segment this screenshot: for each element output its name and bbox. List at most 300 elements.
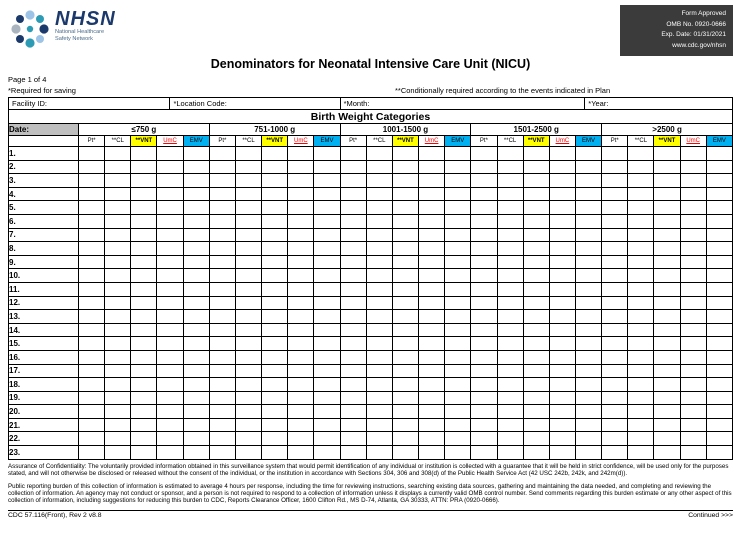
- data-entry-cell[interactable]: [523, 446, 549, 460]
- data-entry-cell[interactable]: [471, 147, 497, 161]
- data-entry-cell[interactable]: [209, 147, 235, 161]
- data-entry-cell[interactable]: [419, 391, 445, 405]
- data-entry-cell[interactable]: [628, 296, 654, 310]
- year-field[interactable]: [585, 98, 733, 110]
- data-entry-cell[interactable]: [445, 201, 471, 215]
- data-entry-cell[interactable]: [366, 174, 392, 188]
- data-entry-cell[interactable]: [497, 201, 523, 215]
- data-entry-cell[interactable]: [105, 337, 131, 351]
- data-entry-cell[interactable]: [680, 242, 706, 256]
- data-entry-cell[interactable]: [680, 418, 706, 432]
- data-entry-cell[interactable]: [392, 405, 418, 419]
- data-entry-cell[interactable]: [628, 378, 654, 392]
- data-entry-cell[interactable]: [235, 201, 261, 215]
- data-entry-cell[interactable]: [131, 228, 157, 242]
- data-entry-cell[interactable]: [575, 269, 601, 283]
- data-entry-cell[interactable]: [680, 269, 706, 283]
- data-entry-cell[interactable]: [497, 364, 523, 378]
- data-entry-cell[interactable]: [235, 350, 261, 364]
- data-entry-cell[interactable]: [471, 174, 497, 188]
- data-entry-cell[interactable]: [575, 147, 601, 161]
- data-entry-cell[interactable]: [654, 174, 680, 188]
- data-entry-cell[interactable]: [419, 364, 445, 378]
- data-entry-cell[interactable]: [628, 214, 654, 228]
- data-entry-cell[interactable]: [445, 255, 471, 269]
- data-entry-cell[interactable]: [706, 337, 732, 351]
- data-entry-cell[interactable]: [602, 418, 628, 432]
- data-entry-cell[interactable]: [523, 269, 549, 283]
- data-entry-cell[interactable]: [575, 255, 601, 269]
- data-entry-cell[interactable]: [419, 337, 445, 351]
- data-entry-cell[interactable]: [340, 378, 366, 392]
- data-entry-cell[interactable]: [105, 214, 131, 228]
- data-entry-cell[interactable]: [497, 418, 523, 432]
- data-entry-cell[interactable]: [235, 147, 261, 161]
- data-entry-cell[interactable]: [288, 405, 314, 419]
- data-entry-cell[interactable]: [445, 350, 471, 364]
- data-entry-cell[interactable]: [575, 242, 601, 256]
- data-entry-cell[interactable]: [366, 296, 392, 310]
- data-entry-cell[interactable]: [79, 391, 105, 405]
- data-entry-cell[interactable]: [549, 242, 575, 256]
- data-entry-cell[interactable]: [235, 296, 261, 310]
- data-entry-cell[interactable]: [157, 187, 183, 201]
- data-entry-cell[interactable]: [340, 405, 366, 419]
- data-entry-cell[interactable]: [183, 323, 209, 337]
- data-entry-cell[interactable]: [628, 418, 654, 432]
- data-entry-cell[interactable]: [654, 255, 680, 269]
- data-entry-cell[interactable]: [497, 296, 523, 310]
- data-entry-cell[interactable]: [235, 282, 261, 296]
- data-entry-cell[interactable]: [209, 201, 235, 215]
- data-entry-cell[interactable]: [628, 201, 654, 215]
- data-entry-cell[interactable]: [314, 160, 340, 174]
- data-entry-cell[interactable]: [209, 391, 235, 405]
- data-entry-cell[interactable]: [497, 446, 523, 460]
- data-entry-cell[interactable]: [523, 364, 549, 378]
- data-entry-cell[interactable]: [183, 174, 209, 188]
- data-entry-cell[interactable]: [706, 242, 732, 256]
- data-entry-cell[interactable]: [680, 337, 706, 351]
- data-entry-cell[interactable]: [628, 432, 654, 446]
- data-entry-cell[interactable]: [288, 160, 314, 174]
- data-entry-cell[interactable]: [288, 269, 314, 283]
- data-entry-cell[interactable]: [549, 418, 575, 432]
- data-entry-cell[interactable]: [471, 432, 497, 446]
- data-entry-cell[interactable]: [340, 201, 366, 215]
- data-entry-cell[interactable]: [288, 310, 314, 324]
- data-entry-cell[interactable]: [628, 391, 654, 405]
- data-entry-cell[interactable]: [288, 147, 314, 161]
- data-entry-cell[interactable]: [131, 187, 157, 201]
- data-entry-cell[interactable]: [392, 310, 418, 324]
- data-entry-cell[interactable]: [157, 337, 183, 351]
- data-entry-cell[interactable]: [314, 269, 340, 283]
- data-entry-cell[interactable]: [654, 350, 680, 364]
- data-entry-cell[interactable]: [445, 282, 471, 296]
- data-entry-cell[interactable]: [706, 201, 732, 215]
- data-entry-cell[interactable]: [157, 214, 183, 228]
- data-entry-cell[interactable]: [262, 391, 288, 405]
- data-entry-cell[interactable]: [157, 160, 183, 174]
- data-entry-cell[interactable]: [419, 432, 445, 446]
- data-entry-cell[interactable]: [706, 147, 732, 161]
- data-entry-cell[interactable]: [340, 255, 366, 269]
- data-entry-cell[interactable]: [235, 160, 261, 174]
- data-entry-cell[interactable]: [105, 391, 131, 405]
- data-entry-cell[interactable]: [183, 432, 209, 446]
- data-entry-cell[interactable]: [366, 364, 392, 378]
- data-entry-cell[interactable]: [183, 391, 209, 405]
- data-entry-cell[interactable]: [392, 323, 418, 337]
- data-entry-cell[interactable]: [628, 147, 654, 161]
- data-entry-cell[interactable]: [654, 405, 680, 419]
- data-entry-cell[interactable]: [183, 350, 209, 364]
- data-entry-cell[interactable]: [549, 255, 575, 269]
- data-entry-cell[interactable]: [314, 174, 340, 188]
- data-entry-cell[interactable]: [79, 350, 105, 364]
- data-entry-cell[interactable]: [79, 405, 105, 419]
- location-code-field[interactable]: [170, 98, 340, 110]
- data-entry-cell[interactable]: [340, 350, 366, 364]
- data-entry-cell[interactable]: [392, 418, 418, 432]
- data-entry-cell[interactable]: [157, 432, 183, 446]
- data-entry-cell[interactable]: [471, 296, 497, 310]
- data-entry-cell[interactable]: [79, 242, 105, 256]
- data-entry-cell[interactable]: [262, 255, 288, 269]
- data-entry-cell[interactable]: [366, 378, 392, 392]
- data-entry-cell[interactable]: [575, 364, 601, 378]
- data-entry-cell[interactable]: [523, 310, 549, 324]
- data-entry-cell[interactable]: [445, 364, 471, 378]
- data-entry-cell[interactable]: [392, 296, 418, 310]
- data-entry-cell[interactable]: [131, 201, 157, 215]
- data-entry-cell[interactable]: [602, 255, 628, 269]
- data-entry-cell[interactable]: [680, 378, 706, 392]
- data-entry-cell[interactable]: [523, 337, 549, 351]
- data-entry-cell[interactable]: [575, 214, 601, 228]
- data-entry-cell[interactable]: [79, 160, 105, 174]
- data-entry-cell[interactable]: [471, 282, 497, 296]
- data-entry-cell[interactable]: [288, 378, 314, 392]
- data-entry-cell[interactable]: [628, 446, 654, 460]
- data-entry-cell[interactable]: [314, 378, 340, 392]
- data-entry-cell[interactable]: [131, 405, 157, 419]
- data-entry-cell[interactable]: [602, 174, 628, 188]
- data-entry-cell[interactable]: [497, 350, 523, 364]
- data-entry-cell[interactable]: [209, 364, 235, 378]
- data-entry-cell[interactable]: [366, 446, 392, 460]
- data-entry-cell[interactable]: [392, 337, 418, 351]
- data-entry-cell[interactable]: [471, 405, 497, 419]
- data-entry-cell[interactable]: [209, 214, 235, 228]
- data-entry-cell[interactable]: [131, 350, 157, 364]
- data-entry-cell[interactable]: [340, 147, 366, 161]
- data-entry-cell[interactable]: [654, 296, 680, 310]
- data-entry-cell[interactable]: [602, 350, 628, 364]
- data-entry-cell[interactable]: [654, 282, 680, 296]
- data-entry-cell[interactable]: [575, 310, 601, 324]
- data-entry-cell[interactable]: [366, 201, 392, 215]
- data-entry-cell[interactable]: [288, 446, 314, 460]
- data-entry-cell[interactable]: [471, 364, 497, 378]
- data-entry-cell[interactable]: [706, 160, 732, 174]
- data-entry-cell[interactable]: [497, 337, 523, 351]
- data-entry-cell[interactable]: [314, 282, 340, 296]
- data-entry-cell[interactable]: [131, 364, 157, 378]
- data-entry-cell[interactable]: [340, 269, 366, 283]
- data-entry-cell[interactable]: [183, 310, 209, 324]
- data-entry-cell[interactable]: [366, 160, 392, 174]
- data-entry-cell[interactable]: [314, 242, 340, 256]
- data-entry-cell[interactable]: [105, 160, 131, 174]
- data-entry-cell[interactable]: [523, 214, 549, 228]
- data-entry-cell[interactable]: [235, 310, 261, 324]
- data-entry-cell[interactable]: [131, 282, 157, 296]
- data-entry-cell[interactable]: [602, 214, 628, 228]
- data-entry-cell[interactable]: [157, 378, 183, 392]
- data-entry-cell[interactable]: [105, 269, 131, 283]
- data-entry-cell[interactable]: [131, 337, 157, 351]
- data-entry-cell[interactable]: [471, 187, 497, 201]
- data-entry-cell[interactable]: [602, 337, 628, 351]
- data-entry-cell[interactable]: [445, 337, 471, 351]
- data-entry-cell[interactable]: [79, 282, 105, 296]
- data-entry-cell[interactable]: [628, 269, 654, 283]
- data-entry-cell[interactable]: [157, 174, 183, 188]
- data-entry-cell[interactable]: [131, 418, 157, 432]
- data-entry-cell[interactable]: [157, 418, 183, 432]
- data-entry-cell[interactable]: [288, 296, 314, 310]
- data-entry-cell[interactable]: [628, 350, 654, 364]
- data-entry-cell[interactable]: [471, 350, 497, 364]
- data-entry-cell[interactable]: [235, 432, 261, 446]
- data-entry-cell[interactable]: [262, 405, 288, 419]
- data-entry-cell[interactable]: [654, 446, 680, 460]
- data-entry-cell[interactable]: [706, 214, 732, 228]
- data-entry-cell[interactable]: [680, 446, 706, 460]
- data-entry-cell[interactable]: [131, 269, 157, 283]
- data-entry-cell[interactable]: [340, 432, 366, 446]
- data-entry-cell[interactable]: [105, 242, 131, 256]
- data-entry-cell[interactable]: [602, 228, 628, 242]
- data-entry-cell[interactable]: [471, 269, 497, 283]
- data-entry-cell[interactable]: [366, 147, 392, 161]
- data-entry-cell[interactable]: [235, 337, 261, 351]
- data-entry-cell[interactable]: [680, 405, 706, 419]
- data-entry-cell[interactable]: [523, 160, 549, 174]
- data-entry-cell[interactable]: [497, 310, 523, 324]
- data-entry-cell[interactable]: [471, 323, 497, 337]
- data-entry-cell[interactable]: [445, 242, 471, 256]
- data-entry-cell[interactable]: [288, 391, 314, 405]
- data-entry-cell[interactable]: [209, 255, 235, 269]
- data-entry-cell[interactable]: [549, 269, 575, 283]
- data-entry-cell[interactable]: [602, 391, 628, 405]
- data-entry-cell[interactable]: [575, 174, 601, 188]
- data-entry-cell[interactable]: [602, 296, 628, 310]
- data-entry-cell[interactable]: [419, 323, 445, 337]
- data-entry-cell[interactable]: [706, 269, 732, 283]
- data-entry-cell[interactable]: [262, 364, 288, 378]
- data-entry-cell[interactable]: [419, 214, 445, 228]
- data-entry-cell[interactable]: [314, 405, 340, 419]
- data-entry-cell[interactable]: [262, 310, 288, 324]
- data-entry-cell[interactable]: [654, 269, 680, 283]
- data-entry-cell[interactable]: [131, 391, 157, 405]
- data-entry-cell[interactable]: [471, 378, 497, 392]
- data-entry-cell[interactable]: [445, 228, 471, 242]
- data-entry-cell[interactable]: [366, 269, 392, 283]
- data-entry-cell[interactable]: [497, 269, 523, 283]
- data-entry-cell[interactable]: [654, 310, 680, 324]
- data-entry-cell[interactable]: [680, 228, 706, 242]
- data-entry-cell[interactable]: [706, 310, 732, 324]
- data-entry-cell[interactable]: [183, 405, 209, 419]
- data-entry-cell[interactable]: [79, 364, 105, 378]
- data-entry-cell[interactable]: [497, 147, 523, 161]
- data-entry-cell[interactable]: [575, 418, 601, 432]
- data-entry-cell[interactable]: [575, 432, 601, 446]
- data-entry-cell[interactable]: [262, 296, 288, 310]
- data-entry-cell[interactable]: [288, 337, 314, 351]
- data-entry-cell[interactable]: [262, 147, 288, 161]
- data-entry-cell[interactable]: [131, 323, 157, 337]
- data-entry-cell[interactable]: [445, 432, 471, 446]
- data-entry-cell[interactable]: [105, 446, 131, 460]
- data-entry-cell[interactable]: [235, 364, 261, 378]
- data-entry-cell[interactable]: [262, 242, 288, 256]
- data-entry-cell[interactable]: [105, 350, 131, 364]
- data-entry-cell[interactable]: [314, 323, 340, 337]
- data-entry-cell[interactable]: [392, 242, 418, 256]
- data-entry-cell[interactable]: [157, 350, 183, 364]
- data-entry-cell[interactable]: [523, 255, 549, 269]
- data-entry-cell[interactable]: [183, 160, 209, 174]
- data-entry-cell[interactable]: [105, 405, 131, 419]
- data-entry-cell[interactable]: [366, 391, 392, 405]
- data-entry-cell[interactable]: [654, 160, 680, 174]
- facility-id-field[interactable]: [9, 98, 170, 110]
- data-entry-cell[interactable]: [549, 160, 575, 174]
- data-entry-cell[interactable]: [549, 350, 575, 364]
- data-entry-cell[interactable]: [419, 405, 445, 419]
- data-entry-cell[interactable]: [288, 201, 314, 215]
- data-entry-cell[interactable]: [288, 174, 314, 188]
- data-entry-cell[interactable]: [523, 432, 549, 446]
- data-entry-cell[interactable]: [471, 418, 497, 432]
- data-entry-cell[interactable]: [419, 160, 445, 174]
- data-entry-cell[interactable]: [235, 391, 261, 405]
- data-entry-cell[interactable]: [706, 228, 732, 242]
- data-entry-cell[interactable]: [445, 296, 471, 310]
- month-field[interactable]: [340, 98, 585, 110]
- data-entry-cell[interactable]: [209, 269, 235, 283]
- data-entry-cell[interactable]: [366, 214, 392, 228]
- data-entry-cell[interactable]: [366, 187, 392, 201]
- data-entry-cell[interactable]: [680, 160, 706, 174]
- data-entry-cell[interactable]: [706, 350, 732, 364]
- data-entry-cell[interactable]: [157, 269, 183, 283]
- data-entry-cell[interactable]: [602, 310, 628, 324]
- data-entry-cell[interactable]: [79, 269, 105, 283]
- data-entry-cell[interactable]: [471, 214, 497, 228]
- data-entry-cell[interactable]: [706, 391, 732, 405]
- data-entry-cell[interactable]: [131, 296, 157, 310]
- data-entry-cell[interactable]: [79, 296, 105, 310]
- data-entry-cell[interactable]: [680, 147, 706, 161]
- data-entry-cell[interactable]: [523, 282, 549, 296]
- data-entry-cell[interactable]: [288, 282, 314, 296]
- data-entry-cell[interactable]: [523, 228, 549, 242]
- data-entry-cell[interactable]: [654, 364, 680, 378]
- data-entry-cell[interactable]: [235, 418, 261, 432]
- data-entry-cell[interactable]: [209, 323, 235, 337]
- data-entry-cell[interactable]: [549, 201, 575, 215]
- data-entry-cell[interactable]: [654, 432, 680, 446]
- data-entry-cell[interactable]: [654, 147, 680, 161]
- data-entry-cell[interactable]: [105, 255, 131, 269]
- data-entry-cell[interactable]: [706, 432, 732, 446]
- data-entry-cell[interactable]: [628, 242, 654, 256]
- data-entry-cell[interactable]: [209, 160, 235, 174]
- data-entry-cell[interactable]: [419, 228, 445, 242]
- data-entry-cell[interactable]: [392, 378, 418, 392]
- data-entry-cell[interactable]: [235, 228, 261, 242]
- data-entry-cell[interactable]: [497, 378, 523, 392]
- data-entry-cell[interactable]: [392, 364, 418, 378]
- data-entry-cell[interactable]: [79, 255, 105, 269]
- data-entry-cell[interactable]: [340, 187, 366, 201]
- data-entry-cell[interactable]: [314, 228, 340, 242]
- data-entry-cell[interactable]: [262, 323, 288, 337]
- data-entry-cell[interactable]: [157, 242, 183, 256]
- data-entry-cell[interactable]: [497, 187, 523, 201]
- data-entry-cell[interactable]: [628, 160, 654, 174]
- data-entry-cell[interactable]: [288, 364, 314, 378]
- data-entry-cell[interactable]: [183, 337, 209, 351]
- data-entry-cell[interactable]: [419, 201, 445, 215]
- data-entry-cell[interactable]: [392, 147, 418, 161]
- data-entry-cell[interactable]: [288, 350, 314, 364]
- data-entry-cell[interactable]: [497, 228, 523, 242]
- data-entry-cell[interactable]: [471, 337, 497, 351]
- data-entry-cell[interactable]: [706, 255, 732, 269]
- data-entry-cell[interactable]: [497, 174, 523, 188]
- data-entry-cell[interactable]: [549, 432, 575, 446]
- data-entry-cell[interactable]: [549, 187, 575, 201]
- data-entry-cell[interactable]: [79, 214, 105, 228]
- data-entry-cell[interactable]: [706, 323, 732, 337]
- data-entry-cell[interactable]: [366, 310, 392, 324]
- data-entry-cell[interactable]: [209, 418, 235, 432]
- data-entry-cell[interactable]: [105, 282, 131, 296]
- data-entry-cell[interactable]: [419, 174, 445, 188]
- data-entry-cell[interactable]: [366, 350, 392, 364]
- data-entry-cell[interactable]: [392, 201, 418, 215]
- data-entry-cell[interactable]: [654, 201, 680, 215]
- data-entry-cell[interactable]: [183, 187, 209, 201]
- data-entry-cell[interactable]: [340, 323, 366, 337]
- data-entry-cell[interactable]: [183, 201, 209, 215]
- data-entry-cell[interactable]: [209, 296, 235, 310]
- data-entry-cell[interactable]: [79, 310, 105, 324]
- data-entry-cell[interactable]: [445, 418, 471, 432]
- data-entry-cell[interactable]: [602, 432, 628, 446]
- data-entry-cell[interactable]: [471, 242, 497, 256]
- data-entry-cell[interactable]: [79, 187, 105, 201]
- data-entry-cell[interactable]: [497, 214, 523, 228]
